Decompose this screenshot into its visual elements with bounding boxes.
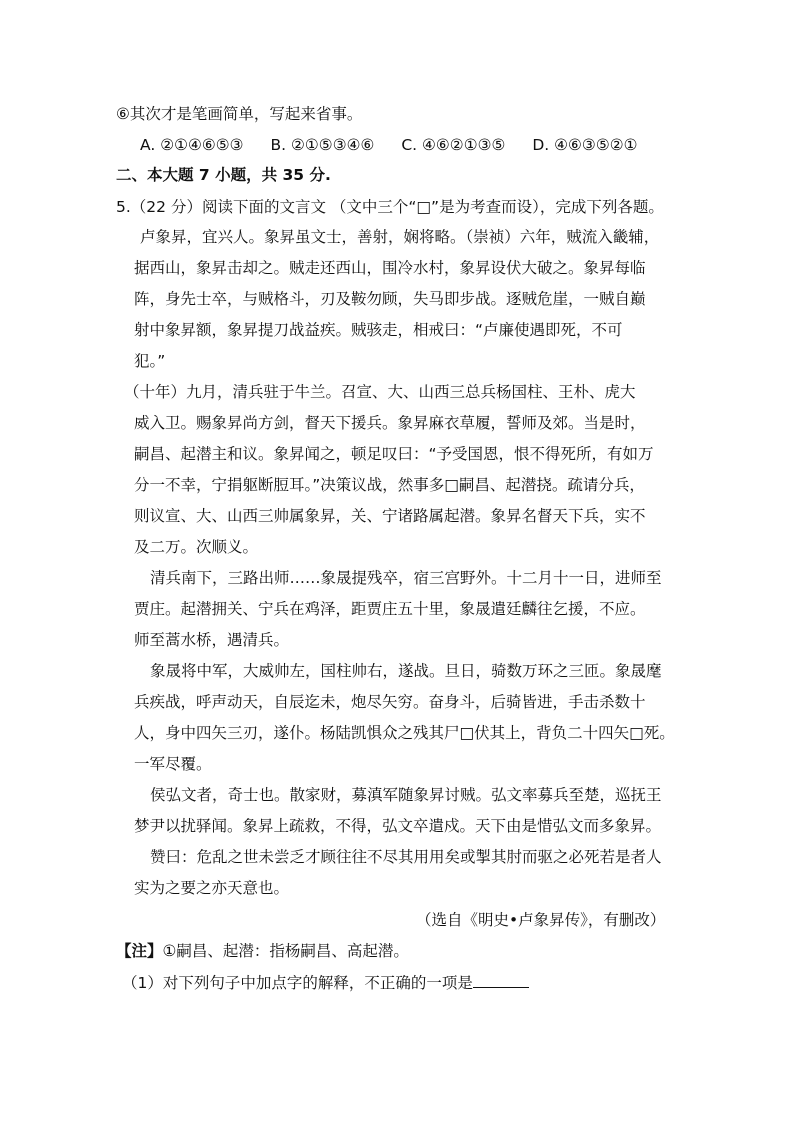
passage-line: 分一不幸，宁捐躯断脰耳。”决策议战，然事多□嗣昌、起潜挠。疏请分兵， (134, 476, 645, 494)
sub-question-text: （1）对下列句子中加点字的解释，不正确的一项是 (122, 974, 473, 992)
source-citation: （选自《明史•卢象昇传》，有删改） (416, 911, 666, 929)
passage-line: 赞曰：危乱之世未尝乏才顾往往不尽其用用矣或掣其肘而驱之必死若是者人 (150, 848, 662, 866)
passage-line: 威入卫。赐象昇尚方剑，督天下援兵。象昇麻衣草履，誓师及郊。当是时， (134, 414, 646, 432)
passage-line: 师至蒿水桥，遇清兵。 (134, 631, 290, 649)
options-row (140, 134, 638, 156)
passage-line: 侯弘文者，奇士也。散家财，募滇军随象昇讨贼。弘文率募兵至楚，巡抚王 (150, 786, 662, 804)
passage-line: 犯。” (134, 352, 166, 370)
question-stem: 5.（22 分）阅读下面的文言文 （文中三个“□”是为考查而设），完成下列各题。 (116, 198, 664, 216)
option-b: B. ②①⑤③④⑥ (270, 136, 375, 154)
passage-line: 卢象昇，宜兴人。象昇虽文士，善射，娴将略。（崇祯）六年，贼流入畿辅， (140, 228, 660, 246)
note-text: ①嗣昌、起潜：指杨嗣昌、高起潜。 (162, 942, 409, 960)
answer-blank[interactable] (473, 971, 529, 988)
passage-line: 一军尽覆。 (134, 755, 212, 773)
sub-question (122, 971, 529, 994)
passage-line: 清兵南下，三路出师……象晟提残卒，宿三宫野外。十二月十一日，进师至 (150, 569, 662, 587)
passage-line: 据西山，象昇击却之。贼走还西山，围冷水村，象昇设伏大破之。象昇每临 (134, 259, 646, 277)
passage-line: 象晟将中军，大威帅左，国柱帅右，遂战。旦日，骑数万环之三匝。象晟麾 (150, 662, 662, 680)
passage-line: 嗣昌、起潜主和议。象昇闻之，顿足叹曰：“予受国恩，恨不得死所，有如万 (134, 445, 654, 463)
section-heading: 二、本大题 7 小题，共 35 分. (116, 166, 331, 184)
intro-item: ⑥其次才是笔画简单，写起来省事。 (116, 105, 363, 123)
note-label: 【注】 (116, 942, 163, 960)
passage-line: 及二万。次顺义。 (134, 538, 259, 556)
option-d: D. ④⑥③⑤②① (532, 136, 638, 154)
note (116, 940, 409, 962)
passage-line: 贾庄。起潜拥关、宁兵在鸡泽，距贾庄五十里，象晟遣廷麟往乞援，不应。 (134, 600, 646, 618)
passage-line: 梦尹以扰驿闻。象昇上疏救，不得，弘文卒遣戍。天下由是惜弘文而多象昇。 (134, 817, 662, 835)
option-c: C. ④⑥②①③⑤ (401, 136, 506, 154)
passage-line: 射中象昇额，象昇提刀战益疾。贼骇走，相戒曰：“卢廉使遇即死，不可 (134, 321, 623, 339)
passage-line: 阵，身先士卒，与贼格斗，刃及鞍勿顾，失马即步战。逐贼危崖，一贼自巅 (134, 290, 646, 308)
passage-line: 实为之要之亦天意也。 (134, 879, 290, 897)
passage-line: 则议宣、大、山西三帅属象昇，关、宁诸路属起潜。象昇名督天下兵，实不 (134, 507, 646, 525)
passage-line: （十年）九月，清兵驻于牛兰。召宣、大、山西三总兵杨国柱、王朴、虎大 (124, 383, 636, 401)
passage-line: 人，身中四矢三刃，遂仆。杨陆凯惧众之残其尸□伏其上，背负二十四矢□死。 (134, 724, 675, 742)
passage-line: 兵疾战，呼声动天，自辰迄未，炮尽矢穷。奋身斗，后骑皆进，手击杀数十 (134, 693, 646, 711)
option-a: A. ②①④⑥⑤③ (140, 136, 244, 154)
